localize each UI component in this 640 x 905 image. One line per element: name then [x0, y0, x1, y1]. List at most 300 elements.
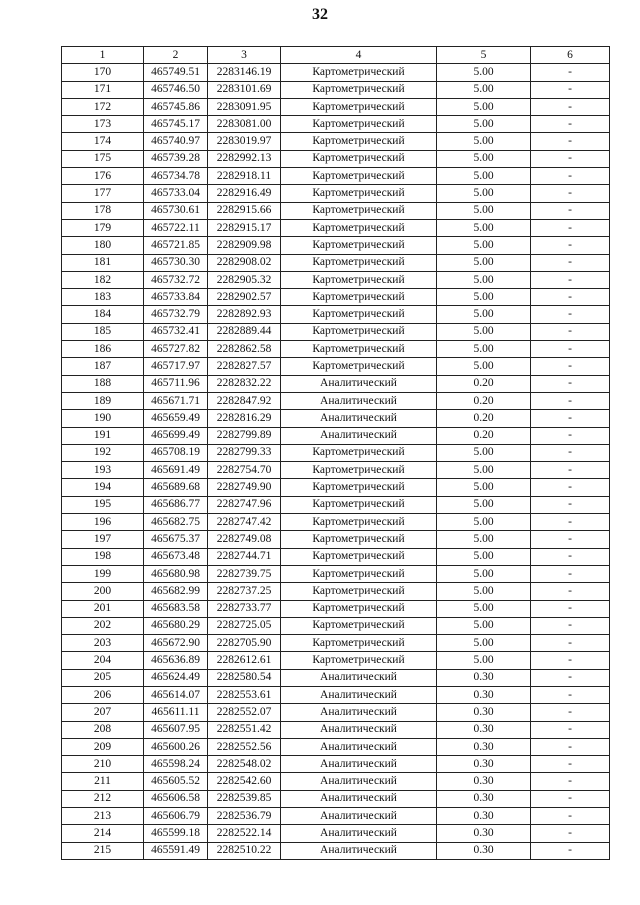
- x-coordinate-cell: 465691.49: [144, 462, 208, 479]
- point-number-cell: 178: [62, 202, 144, 219]
- x-coordinate-cell: 465686.77: [144, 496, 208, 513]
- method-cell: Картометрический: [281, 565, 437, 582]
- point-number-cell: 189: [62, 392, 144, 409]
- point-number-cell: 185: [62, 323, 144, 340]
- note-cell: -: [531, 427, 610, 444]
- table-row: [62, 168, 610, 185]
- y-coordinate-cell: 2282918.11: [208, 168, 281, 185]
- table-row: [62, 219, 610, 236]
- table-row: [62, 375, 610, 392]
- x-coordinate-cell: 465636.89: [144, 652, 208, 669]
- method-cell: Картометрический: [281, 116, 437, 133]
- method-cell: Картометрический: [281, 496, 437, 513]
- x-coordinate-cell: 465749.51: [144, 64, 208, 81]
- method-cell: Картометрический: [281, 617, 437, 634]
- table-row: [62, 548, 610, 565]
- y-coordinate-cell: 2283019.97: [208, 133, 281, 150]
- method-cell: Аналитический: [281, 790, 437, 807]
- x-coordinate-cell: 465732.79: [144, 306, 208, 323]
- accuracy-cell: 0.30: [437, 756, 531, 773]
- y-coordinate-cell: 2282553.61: [208, 686, 281, 703]
- header-col-2: 2: [144, 47, 208, 64]
- note-cell: -: [531, 98, 610, 115]
- y-coordinate-cell: 2282749.90: [208, 479, 281, 496]
- method-cell: Аналитический: [281, 686, 437, 703]
- accuracy-cell: 5.00: [437, 462, 531, 479]
- x-coordinate-cell: 465683.58: [144, 600, 208, 617]
- point-number-cell: 172: [62, 98, 144, 115]
- table-header-row: [62, 47, 610, 64]
- note-cell: -: [531, 444, 610, 461]
- point-number-cell: 196: [62, 514, 144, 531]
- table-row: [62, 64, 610, 81]
- y-coordinate-cell: 2282747.42: [208, 514, 281, 531]
- table-row: [62, 479, 610, 496]
- note-cell: -: [531, 531, 610, 548]
- point-number-cell: 188: [62, 375, 144, 392]
- y-coordinate-cell: 2282739.75: [208, 565, 281, 582]
- y-coordinate-cell: 2282832.22: [208, 375, 281, 392]
- method-cell: Аналитический: [281, 808, 437, 825]
- note-cell: -: [531, 808, 610, 825]
- accuracy-cell: 5.00: [437, 202, 531, 219]
- method-cell: Аналитический: [281, 721, 437, 738]
- accuracy-cell: 0.30: [437, 773, 531, 790]
- x-coordinate-cell: 465606.58: [144, 790, 208, 807]
- y-coordinate-cell: 2282847.92: [208, 392, 281, 409]
- point-number-cell: 201: [62, 600, 144, 617]
- note-cell: -: [531, 825, 610, 842]
- x-coordinate-cell: 465614.07: [144, 686, 208, 703]
- method-cell: Картометрический: [281, 306, 437, 323]
- point-number-cell: 174: [62, 133, 144, 150]
- x-coordinate-cell: 465699.49: [144, 427, 208, 444]
- table-row: [62, 427, 610, 444]
- x-coordinate-cell: 465673.48: [144, 548, 208, 565]
- note-cell: -: [531, 479, 610, 496]
- y-coordinate-cell: 2282862.58: [208, 341, 281, 358]
- point-number-cell: 186: [62, 341, 144, 358]
- point-number-cell: 181: [62, 254, 144, 271]
- y-coordinate-cell: 2282737.25: [208, 583, 281, 600]
- method-cell: Аналитический: [281, 773, 437, 790]
- point-number-cell: 205: [62, 669, 144, 686]
- accuracy-cell: 0.30: [437, 842, 531, 859]
- x-coordinate-cell: 465599.18: [144, 825, 208, 842]
- y-coordinate-cell: 2282542.60: [208, 773, 281, 790]
- note-cell: -: [531, 185, 610, 202]
- point-number-cell: 204: [62, 652, 144, 669]
- point-number-cell: 194: [62, 479, 144, 496]
- point-number-cell: 176: [62, 168, 144, 185]
- note-cell: -: [531, 375, 610, 392]
- x-coordinate-cell: 465733.04: [144, 185, 208, 202]
- accuracy-cell: 5.00: [437, 548, 531, 565]
- accuracy-cell: 5.00: [437, 514, 531, 531]
- point-number-cell: 193: [62, 462, 144, 479]
- method-cell: Аналитический: [281, 738, 437, 755]
- accuracy-cell: 5.00: [437, 583, 531, 600]
- point-number-cell: 203: [62, 635, 144, 652]
- method-cell: Картометрический: [281, 202, 437, 219]
- point-number-cell: 209: [62, 738, 144, 755]
- method-cell: Картометрический: [281, 254, 437, 271]
- note-cell: -: [531, 790, 610, 807]
- accuracy-cell: 0.30: [437, 669, 531, 686]
- x-coordinate-cell: 465689.68: [144, 479, 208, 496]
- note-cell: -: [531, 496, 610, 513]
- note-cell: -: [531, 358, 610, 375]
- note-cell: -: [531, 583, 610, 600]
- point-number-cell: 199: [62, 565, 144, 582]
- note-cell: -: [531, 704, 610, 721]
- point-number-cell: 180: [62, 237, 144, 254]
- table-row: [62, 773, 610, 790]
- point-number-cell: 175: [62, 150, 144, 167]
- accuracy-cell: 5.00: [437, 531, 531, 548]
- accuracy-cell: 0.30: [437, 738, 531, 755]
- table-row: [62, 392, 610, 409]
- method-cell: Картометрический: [281, 514, 437, 531]
- table-row: [62, 704, 610, 721]
- point-number-cell: 170: [62, 64, 144, 81]
- note-cell: -: [531, 323, 610, 340]
- table-row: [62, 721, 610, 738]
- table-row: [62, 842, 610, 859]
- point-number-cell: 202: [62, 617, 144, 634]
- table-row: [62, 652, 610, 669]
- accuracy-cell: 5.00: [437, 219, 531, 236]
- y-coordinate-cell: 2282754.70: [208, 462, 281, 479]
- note-cell: -: [531, 652, 610, 669]
- method-cell: Картометрический: [281, 583, 437, 600]
- y-coordinate-cell: 2282908.02: [208, 254, 281, 271]
- accuracy-cell: 0.30: [437, 825, 531, 842]
- y-coordinate-cell: 2282827.57: [208, 358, 281, 375]
- table-row: [62, 825, 610, 842]
- note-cell: -: [531, 150, 610, 167]
- accuracy-cell: 5.00: [437, 358, 531, 375]
- y-coordinate-cell: 2282705.90: [208, 635, 281, 652]
- y-coordinate-cell: 2282902.57: [208, 289, 281, 306]
- y-coordinate-cell: 2282892.93: [208, 306, 281, 323]
- accuracy-cell: 0.20: [437, 427, 531, 444]
- point-number-cell: 200: [62, 583, 144, 600]
- y-coordinate-cell: 2282536.79: [208, 808, 281, 825]
- point-number-cell: 214: [62, 825, 144, 842]
- accuracy-cell: 5.00: [437, 81, 531, 98]
- y-coordinate-cell: 2282816.29: [208, 410, 281, 427]
- table-row: [62, 271, 610, 288]
- x-coordinate-cell: 465607.95: [144, 721, 208, 738]
- y-coordinate-cell: 2283101.69: [208, 81, 281, 98]
- x-coordinate-cell: 465600.26: [144, 738, 208, 755]
- accuracy-cell: 5.00: [437, 271, 531, 288]
- page-number: 32: [312, 6, 328, 23]
- accuracy-cell: 5.00: [437, 635, 531, 652]
- x-coordinate-cell: 465730.61: [144, 202, 208, 219]
- table-row: [62, 531, 610, 548]
- table-row: [62, 738, 610, 755]
- y-coordinate-cell: 2282799.89: [208, 427, 281, 444]
- method-cell: Аналитический: [281, 375, 437, 392]
- x-coordinate-cell: 465734.78: [144, 168, 208, 185]
- point-number-cell: 211: [62, 773, 144, 790]
- y-coordinate-cell: 2282749.08: [208, 531, 281, 548]
- method-cell: Картометрический: [281, 600, 437, 617]
- method-cell: Картометрический: [281, 237, 437, 254]
- x-coordinate-cell: 465739.28: [144, 150, 208, 167]
- table-row: [62, 254, 610, 271]
- note-cell: -: [531, 306, 610, 323]
- x-coordinate-cell: 465730.30: [144, 254, 208, 271]
- accuracy-cell: 5.00: [437, 116, 531, 133]
- note-cell: -: [531, 635, 610, 652]
- point-number-cell: 197: [62, 531, 144, 548]
- accuracy-cell: 5.00: [437, 479, 531, 496]
- point-number-cell: 190: [62, 410, 144, 427]
- y-coordinate-cell: 2282539.85: [208, 790, 281, 807]
- accuracy-cell: 0.30: [437, 686, 531, 703]
- table-row: [62, 790, 610, 807]
- note-cell: -: [531, 738, 610, 755]
- method-cell: Аналитический: [281, 392, 437, 409]
- method-cell: Картометрический: [281, 462, 437, 479]
- table-row: [62, 306, 610, 323]
- table-row: [62, 669, 610, 686]
- method-cell: Аналитический: [281, 427, 437, 444]
- accuracy-cell: 5.00: [437, 168, 531, 185]
- note-cell: -: [531, 514, 610, 531]
- x-coordinate-cell: 465675.37: [144, 531, 208, 548]
- y-coordinate-cell: 2283146.19: [208, 64, 281, 81]
- method-cell: Картометрический: [281, 341, 437, 358]
- note-cell: -: [531, 168, 610, 185]
- y-coordinate-cell: 2283081.00: [208, 116, 281, 133]
- accuracy-cell: 0.20: [437, 410, 531, 427]
- method-cell: Картометрический: [281, 219, 437, 236]
- x-coordinate-cell: 465671.71: [144, 392, 208, 409]
- accuracy-cell: 5.00: [437, 289, 531, 306]
- header-col-4: 4: [281, 47, 437, 64]
- point-number-cell: 215: [62, 842, 144, 859]
- note-cell: -: [531, 133, 610, 150]
- y-coordinate-cell: 2282909.98: [208, 237, 281, 254]
- note-cell: -: [531, 669, 610, 686]
- point-number-cell: 187: [62, 358, 144, 375]
- method-cell: Аналитический: [281, 842, 437, 859]
- method-cell: Картометрический: [281, 479, 437, 496]
- x-coordinate-cell: 465745.86: [144, 98, 208, 115]
- accuracy-cell: 5.00: [437, 306, 531, 323]
- note-cell: -: [531, 392, 610, 409]
- x-coordinate-cell: 465682.75: [144, 514, 208, 531]
- y-coordinate-cell: 2282905.32: [208, 271, 281, 288]
- note-cell: -: [531, 565, 610, 582]
- method-cell: Картометрический: [281, 323, 437, 340]
- accuracy-cell: 5.00: [437, 617, 531, 634]
- point-number-cell: 171: [62, 81, 144, 98]
- method-cell: Картометрический: [281, 133, 437, 150]
- y-coordinate-cell: 2282889.44: [208, 323, 281, 340]
- method-cell: Картометрический: [281, 289, 437, 306]
- accuracy-cell: 5.00: [437, 185, 531, 202]
- table-row: [62, 462, 610, 479]
- point-number-cell: 183: [62, 289, 144, 306]
- note-cell: -: [531, 116, 610, 133]
- note-cell: -: [531, 842, 610, 859]
- table-row: [62, 185, 610, 202]
- note-cell: -: [531, 271, 610, 288]
- table-row: [62, 116, 610, 133]
- x-coordinate-cell: 465717.97: [144, 358, 208, 375]
- accuracy-cell: 0.20: [437, 375, 531, 392]
- accuracy-cell: 5.00: [437, 237, 531, 254]
- accuracy-cell: 5.00: [437, 254, 531, 271]
- x-coordinate-cell: 465732.41: [144, 323, 208, 340]
- accuracy-cell: 5.00: [437, 565, 531, 582]
- coordinates-table: [61, 46, 610, 860]
- note-cell: -: [531, 254, 610, 271]
- x-coordinate-cell: 465624.49: [144, 669, 208, 686]
- x-coordinate-cell: 465708.19: [144, 444, 208, 461]
- point-number-cell: 210: [62, 756, 144, 773]
- x-coordinate-cell: 465727.82: [144, 341, 208, 358]
- note-cell: -: [531, 756, 610, 773]
- point-number-cell: 195: [62, 496, 144, 513]
- y-coordinate-cell: 2282725.05: [208, 617, 281, 634]
- method-cell: Картометрический: [281, 271, 437, 288]
- note-cell: -: [531, 462, 610, 479]
- accuracy-cell: 5.00: [437, 150, 531, 167]
- table-row: [62, 617, 610, 634]
- table-row: [62, 808, 610, 825]
- method-cell: Аналитический: [281, 756, 437, 773]
- table-row: [62, 98, 610, 115]
- accuracy-cell: 5.00: [437, 652, 531, 669]
- header-col-1: 1: [62, 47, 144, 64]
- y-coordinate-cell: 2282552.07: [208, 704, 281, 721]
- x-coordinate-cell: 465598.24: [144, 756, 208, 773]
- method-cell: Картометрический: [281, 531, 437, 548]
- x-coordinate-cell: 465722.11: [144, 219, 208, 236]
- note-cell: -: [531, 289, 610, 306]
- note-cell: -: [531, 237, 610, 254]
- y-coordinate-cell: 2282548.02: [208, 756, 281, 773]
- method-cell: Картометрический: [281, 150, 437, 167]
- accuracy-cell: 5.00: [437, 133, 531, 150]
- y-coordinate-cell: 2282747.96: [208, 496, 281, 513]
- point-number-cell: 212: [62, 790, 144, 807]
- point-number-cell: 184: [62, 306, 144, 323]
- y-coordinate-cell: 2282915.17: [208, 219, 281, 236]
- table-row: [62, 341, 610, 358]
- method-cell: Картометрический: [281, 358, 437, 375]
- note-cell: -: [531, 202, 610, 219]
- accuracy-cell: 5.00: [437, 341, 531, 358]
- table-row: [62, 496, 610, 513]
- method-cell: Картометрический: [281, 64, 437, 81]
- table-row: [62, 133, 610, 150]
- point-number-cell: 173: [62, 116, 144, 133]
- y-coordinate-cell: 2282916.49: [208, 185, 281, 202]
- accuracy-cell: 5.00: [437, 98, 531, 115]
- point-number-cell: 206: [62, 686, 144, 703]
- table-row: [62, 600, 610, 617]
- table-row: [62, 686, 610, 703]
- method-cell: Аналитический: [281, 669, 437, 686]
- point-number-cell: 198: [62, 548, 144, 565]
- table-row: [62, 150, 610, 167]
- x-coordinate-cell: 465591.49: [144, 842, 208, 859]
- y-coordinate-cell: 2282612.61: [208, 652, 281, 669]
- method-cell: Картометрический: [281, 635, 437, 652]
- x-coordinate-cell: 465733.84: [144, 289, 208, 306]
- accuracy-cell: 5.00: [437, 64, 531, 81]
- note-cell: -: [531, 686, 610, 703]
- y-coordinate-cell: 2283091.95: [208, 98, 281, 115]
- y-coordinate-cell: 2282552.56: [208, 738, 281, 755]
- y-coordinate-cell: 2282522.14: [208, 825, 281, 842]
- x-coordinate-cell: 465606.79: [144, 808, 208, 825]
- table-row: [62, 358, 610, 375]
- table-row: [62, 202, 610, 219]
- method-cell: Картометрический: [281, 98, 437, 115]
- table-row: [62, 323, 610, 340]
- accuracy-cell: 0.20: [437, 392, 531, 409]
- method-cell: Картометрический: [281, 81, 437, 98]
- point-number-cell: 177: [62, 185, 144, 202]
- header-col-5: 5: [437, 47, 531, 64]
- table-row: [62, 289, 610, 306]
- point-number-cell: 179: [62, 219, 144, 236]
- method-cell: Аналитический: [281, 704, 437, 721]
- note-cell: -: [531, 548, 610, 565]
- accuracy-cell: 0.30: [437, 808, 531, 825]
- accuracy-cell: 5.00: [437, 496, 531, 513]
- note-cell: -: [531, 219, 610, 236]
- table-row: [62, 756, 610, 773]
- note-cell: -: [531, 617, 610, 634]
- y-coordinate-cell: 2282915.66: [208, 202, 281, 219]
- x-coordinate-cell: 465659.49: [144, 410, 208, 427]
- note-cell: -: [531, 341, 610, 358]
- accuracy-cell: 0.30: [437, 704, 531, 721]
- y-coordinate-cell: 2282551.42: [208, 721, 281, 738]
- y-coordinate-cell: 2282580.54: [208, 669, 281, 686]
- table-row: [62, 410, 610, 427]
- method-cell: Аналитический: [281, 825, 437, 842]
- y-coordinate-cell: 2282744.71: [208, 548, 281, 565]
- accuracy-cell: 0.30: [437, 790, 531, 807]
- x-coordinate-cell: 465745.17: [144, 116, 208, 133]
- method-cell: Картометрический: [281, 185, 437, 202]
- x-coordinate-cell: 465746.50: [144, 81, 208, 98]
- accuracy-cell: 5.00: [437, 600, 531, 617]
- point-number-cell: 191: [62, 427, 144, 444]
- note-cell: -: [531, 600, 610, 617]
- method-cell: Картометрический: [281, 652, 437, 669]
- note-cell: -: [531, 773, 610, 790]
- table-row: [62, 81, 610, 98]
- table-row: [62, 635, 610, 652]
- table-row: [62, 514, 610, 531]
- x-coordinate-cell: 465672.90: [144, 635, 208, 652]
- y-coordinate-cell: 2282799.33: [208, 444, 281, 461]
- x-coordinate-cell: 465680.98: [144, 565, 208, 582]
- header-col-3: 3: [208, 47, 281, 64]
- method-cell: Картометрический: [281, 168, 437, 185]
